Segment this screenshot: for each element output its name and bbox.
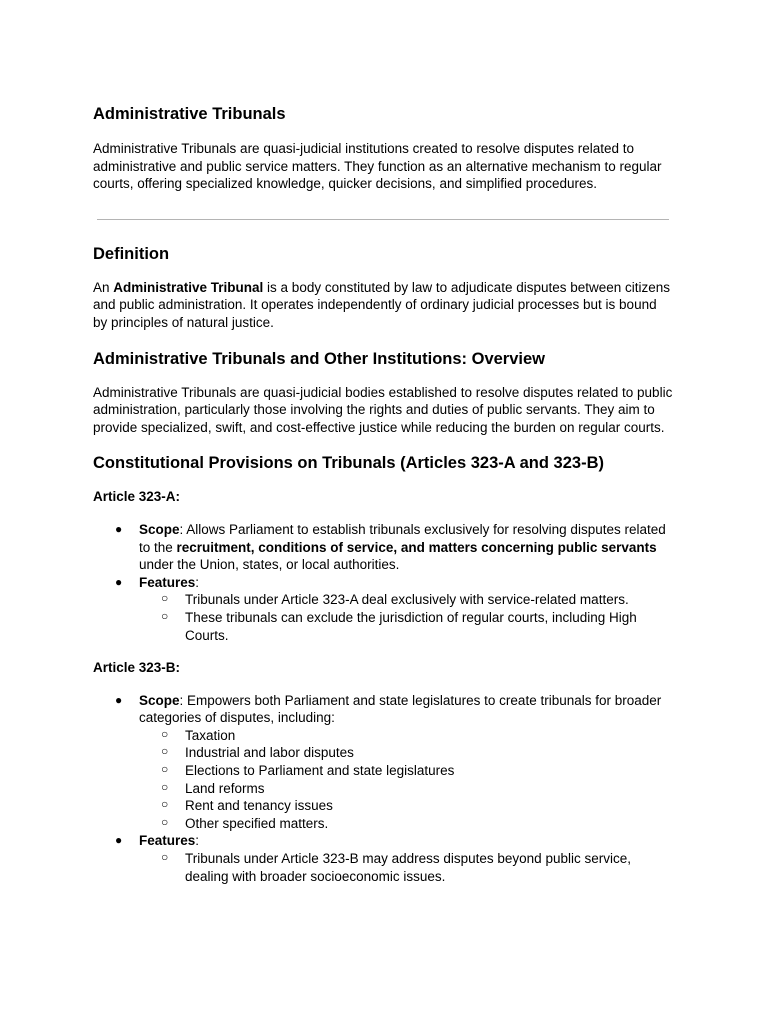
scope-item-text: Other specified matters. (185, 815, 329, 831)
sub-bullet-icon: ○ (161, 726, 169, 741)
article-323a-list (93, 521, 673, 644)
document-content (93, 104, 673, 885)
bullet-icon: ● (115, 692, 123, 707)
scope-label: Scope (139, 692, 180, 708)
section-divider (97, 219, 669, 220)
definition-term: Administrative Tribunal (113, 279, 264, 295)
sub-bullet-icon: ○ (161, 814, 169, 829)
definition-heading: Definition (93, 244, 170, 263)
list-item (93, 574, 673, 644)
definition-paragraph (93, 279, 673, 332)
features-colon: : (195, 833, 200, 849)
sub-bullet-icon: ○ (161, 608, 169, 623)
article-323b-list (93, 692, 673, 886)
scope-label: Scope (139, 521, 180, 537)
scope-item-text: Taxation (185, 727, 236, 743)
bullet-icon: ● (115, 833, 123, 848)
scope-item-text: Elections to Parliament and state legislatures (185, 763, 455, 779)
list-item (93, 591, 673, 609)
overview-paragraph: Administrative Tribunals are quasi-judicial bodies established to resolve disputes related to public administration, particularly those involving the rights and duties of public servants. They aim to provide specialized, swift, and cost-effective justice while reducing the burden on regular courts. (93, 384, 673, 435)
list-item (93, 727, 673, 745)
scope-item-text: Land reforms (185, 780, 265, 796)
features-label: Features (139, 833, 196, 849)
list-item (93, 762, 673, 780)
list-item (93, 744, 673, 762)
list-item (93, 815, 673, 833)
scope-item-text: Industrial and labor disputes (185, 745, 354, 761)
scope-item-text: Rent and tenancy issues (185, 798, 333, 814)
intro-paragraph: Administrative Tribunals are quasi-judicial institutions created to resolve disputes related to administrative and public service matters. They function as an alternative mechanism to regular courts, offering specialized knowledge, quicker decisions, and simplified procedures. (93, 141, 662, 192)
feature-text: Tribunals under Article 323-B may address disputes beyond public service, dealing with broader socioeconomic issues. (185, 851, 631, 884)
sub-bullet-icon: ○ (161, 744, 169, 759)
bullet-icon: ● (115, 521, 123, 536)
sub-bullet-icon: ○ (161, 797, 169, 812)
scope-text-pre: : Allows Parliament to establish tribunals exclusively for resolving disputes related to the (139, 521, 666, 555)
features-sublist (139, 850, 673, 885)
sub-bullet-icon: ○ (161, 591, 169, 606)
feature-text: Tribunals under Article 323-A deal exclusively with service-related matters. (185, 592, 629, 608)
list-item (93, 609, 673, 644)
scope-sublist (139, 727, 673, 833)
feature-text: These tribunals can exclude the jurisdiction of regular courts, including High Courts. (185, 609, 637, 643)
article-323a-heading: Article 323-A: (93, 489, 181, 505)
sub-bullet-icon: ○ (161, 850, 169, 865)
document-title: Administrative Tribunals (93, 105, 286, 123)
list-item (93, 850, 673, 885)
features-sublist (139, 591, 673, 644)
definition-text-post: is a body constituted by law to adjudicate disputes between citizens and public administration. It operates independently of ordinary judicial processes but is bound by principles of natural justice. (93, 279, 671, 330)
definition-text-pre: An (93, 279, 114, 295)
scope-text-post: under the Union, states, or local authorities. (139, 557, 400, 573)
list-item (93, 692, 673, 833)
constitutional-heading: Constitutional Provisions on Tribunals (Articles 323-A and 323-B) (93, 454, 604, 473)
sub-bullet-icon: ○ (161, 779, 169, 794)
bullet-icon: ● (115, 574, 123, 589)
features-colon: : (195, 574, 200, 590)
list-item (93, 521, 673, 574)
sub-bullet-icon: ○ (161, 762, 169, 777)
scope-text: : Empowers both Parliament and state legislatures to create tribunals for broader categories of disputes, including: (139, 692, 662, 726)
list-item (93, 797, 673, 815)
article-323b-heading: Article 323-B: (93, 660, 181, 676)
list-item (93, 780, 673, 798)
list-item (93, 832, 673, 885)
features-label: Features (139, 574, 196, 590)
scope-text-bold: recruitment, conditions of service, and matters concerning public servants (176, 539, 657, 555)
overview-heading: Administrative Tribunals and Other Institutions: Overview (93, 349, 546, 368)
